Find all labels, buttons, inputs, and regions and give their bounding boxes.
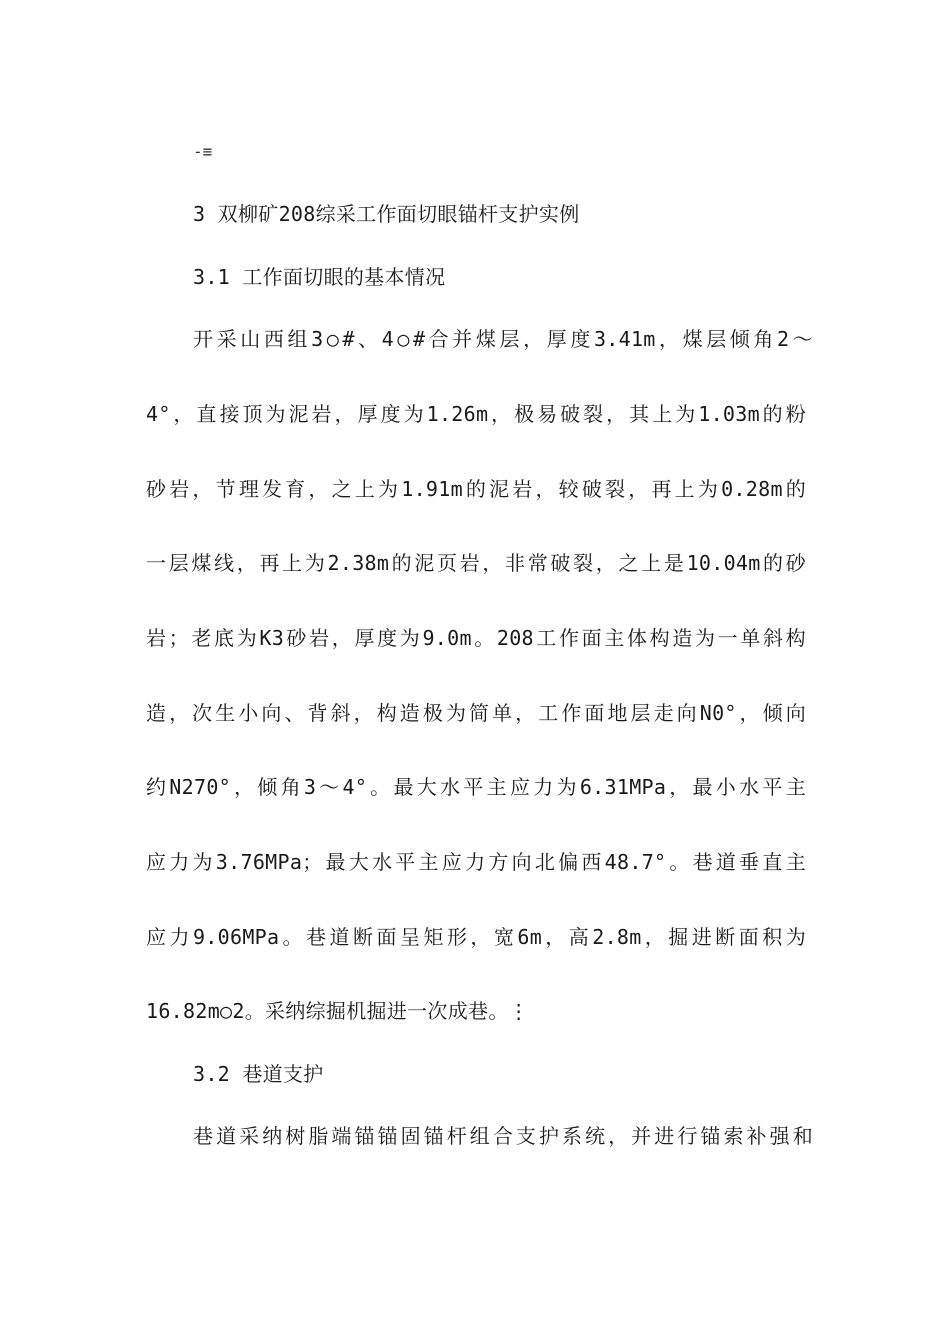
section-heading-3-2: 3.2 巷道支护 <box>193 1062 324 1086</box>
section-heading-3: 3 双柳矿208综采工作面切眼锚杆支护实例 <box>193 202 580 226</box>
section-heading-3-1: 3.1 工作面切眼的基本情况 <box>193 265 446 289</box>
paragraph-line: 应力9.06MPa。巷道断面呈矩形，宽6m，高2.8m，掘进断面积为 <box>146 925 806 949</box>
paragraph-line: 16.82m○2。采纳综掘机掘进一次成巷。⋮ <box>146 999 529 1023</box>
paragraph-line: 砂岩，节理发育，之上为1.91m的泥岩，较破裂，再上为0.28m的 <box>146 477 806 501</box>
paragraph-line: 开采山西组3○#、4○#合并煤层，厚度3.41m，煤层倾角2～ <box>193 327 813 351</box>
paragraph-line: 一层煤线，再上为2.38m的泥页岩，非常破裂，之上是10.04m的砂 <box>146 551 806 575</box>
paragraph-line: 岩；老底为K3砂岩，厚度为9.0m。208工作面主体构造为一单斜构 <box>146 626 806 650</box>
page-mark: -≡ <box>193 142 213 161</box>
paragraph-line: 4°，直接顶为泥岩，厚度为1.26m，极易破裂，其上为1.03m的粉 <box>146 402 806 426</box>
paragraph-line: 约N270°，倾角3～4°。最大水平主应力为6.31MPa，最小水平主 <box>146 775 806 799</box>
paragraph-line: 巷道采纳树脂端锚锚固锚杆组合支护系统，并进行锚索补强和 <box>193 1124 813 1148</box>
paragraph-line: 造，次生小向、背斜，构造极为简单，工作面地层走向N0°，倾向 <box>146 701 806 725</box>
paragraph-line: 应力为3.76MPa；最大水平主应力方向北偏西48.7°。巷道垂直主 <box>146 850 806 874</box>
